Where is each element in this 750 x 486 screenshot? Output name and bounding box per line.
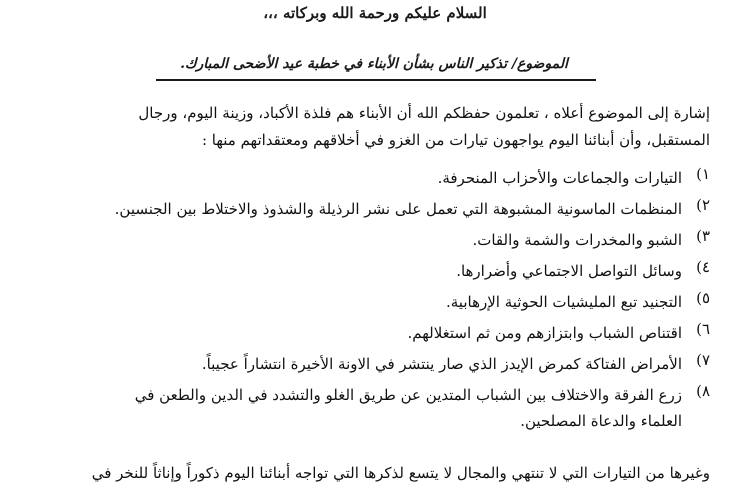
item-text [20, 351, 682, 377]
list-item [20, 320, 710, 351]
list-item [20, 165, 710, 196]
item-text-line: العلماء والدعاة المصلحين. [520, 412, 682, 430]
item-text [20, 196, 682, 222]
list-item [20, 258, 710, 289]
item-number: ٥) [696, 289, 710, 307]
item-text-line: زرع الفرقة والاختلاف بين الشباب المتدين عن طريق الغلو والتشدد في الدين والطعن في [134, 386, 682, 404]
intro-paragraph [30, 100, 710, 154]
list-item [20, 289, 710, 320]
trailing-text-line: وغيرها من التيارات التي لا تنتهي والمجال لا يتسع لذكرها التي تواجه أبنائنا اليوم ذكوراً وإناثاً للنخر في [91, 464, 710, 482]
greeting: السلام عليكم ورحمة الله وبركاته ،،، [263, 4, 487, 22]
item-text-line: وسائل التواصل الاجتماعي وأضرارها. [456, 262, 682, 280]
item-text [20, 382, 682, 434]
subject-underline [156, 79, 596, 81]
item-text-line: التيارات والجماعات والأحزاب المنحرفة. [437, 169, 682, 187]
item-text-line: اقتناص الشباب وابتزازهم ومن ثم استغلالهم. [407, 324, 682, 342]
item-text-line: الشبو والمخدرات والشمة والقات. [472, 231, 682, 249]
item-text [20, 320, 682, 346]
item-text-line: التجنيد تبع المليشيات الحوثية الإرهابية. [445, 293, 682, 311]
item-text [20, 227, 682, 253]
item-number: ٧) [696, 351, 710, 369]
list-item [20, 227, 710, 258]
list-item [20, 351, 710, 382]
item-number: ٦) [696, 320, 710, 338]
intro-line: المستقبل، وأن أبنائنا اليوم يواجهون تيارات من الغزو في أخلاقهم ومعتقداتهم منها : [201, 131, 710, 149]
list-item [20, 382, 710, 434]
item-text [20, 258, 682, 284]
threats-list [20, 165, 710, 434]
item-number: ٤) [696, 258, 710, 276]
subject-line: الموضوع/ تذكير الناس بشأن الأبناء في خطبة عيد الأضحى المبارك. [180, 56, 568, 72]
item-text [20, 289, 682, 315]
item-text-line: المنظمات الماسونية المشبوهة التي تعمل على نشر الرذيلة والشذوذ والاختلاط بين الجنسين. [114, 200, 682, 218]
list-item [20, 196, 710, 227]
item-number: ٣) [696, 227, 710, 245]
intro-line: إشارة إلى الموضوع أعلاه ، تعلمون حفظكم الله أن الأبناء هم فلذة الأكباد، وزينة اليوم، ورجال [138, 104, 710, 122]
item-text [20, 165, 682, 191]
item-text-line: الأمراض الفتاكة كمرض الإيدز الذي صار ينتشر في الاونة الأخيرة انتشاراً عجيباً. [201, 355, 682, 373]
item-number: ٢) [696, 196, 710, 214]
item-number: ١) [696, 165, 710, 183]
item-number: ٨) [696, 382, 710, 400]
